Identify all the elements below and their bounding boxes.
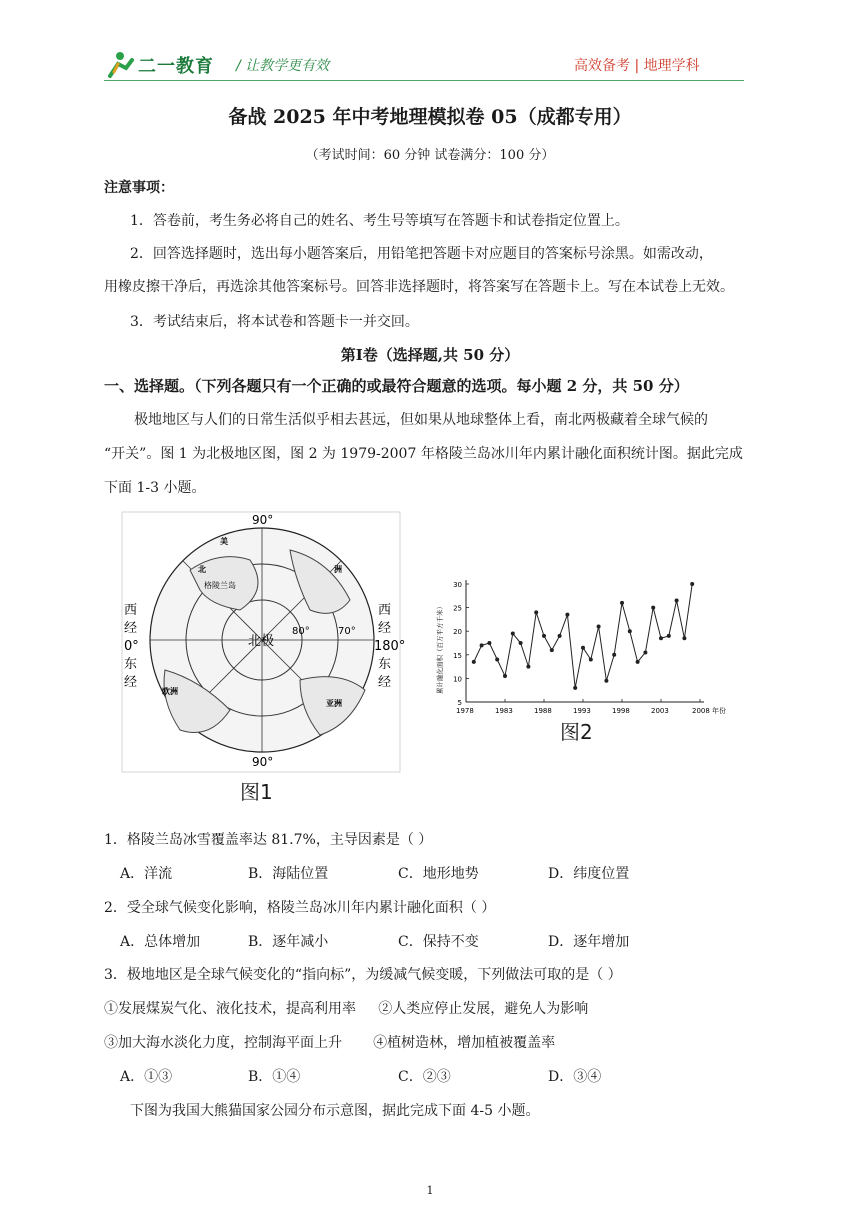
data-point [597, 624, 601, 628]
svg-text:西: 西 [378, 603, 392, 618]
data-point [643, 650, 647, 654]
svg-text:经: 经 [378, 675, 392, 690]
x-tick-label: 2008 年份 [692, 707, 727, 715]
x-tick-label: 1988 [534, 707, 552, 715]
q2-option-a: A．总体增加 [120, 934, 201, 950]
notice-item: 用橡皮擦干净后，再选涂其他答案标号。回答非选择题时，将答案写在答题卡上。写在本试卷上无效。 [104, 279, 734, 295]
europe-label: 欧洲 [162, 687, 178, 696]
x-tick-label: 1998 [612, 707, 630, 715]
q3-option-b: B．①④ [248, 1069, 301, 1085]
q2-option-d: D．逐年增加 [548, 934, 630, 950]
data-point [573, 686, 577, 690]
svg-text:0°: 0° [124, 639, 139, 654]
data-point [659, 636, 663, 640]
pole-label: 北极 [248, 634, 275, 649]
q3-option-c: C．②③ [398, 1069, 451, 1085]
na-label-b: 洲 [334, 565, 342, 574]
q1-option-a: A．洋流 [120, 866, 173, 882]
svg-text:西: 西 [124, 603, 138, 618]
y-tick-label: 5 [457, 699, 462, 707]
next-intro: 下图为我国大熊猫国家公园分布示意图，据此完成下面 4-5 小题。 [130, 1103, 540, 1119]
west-lon-label-right [374, 603, 405, 654]
y-tick-label: 20 [453, 628, 462, 637]
x-tick-label: 1983 [495, 707, 513, 715]
question-1-stem: 1．格陵兰岛冰雪覆盖率达 81.7%，主导因素是（ ） [104, 832, 433, 848]
intro-line: 极地地区与人们的日常生活似乎相去甚远，但如果从地球整体上看，南北两极藏着全球气候的 [134, 412, 708, 428]
question-3-stem: 3．极地地区是全球气候变化的“指向标”，为缓减气候变暖，下列做法可取的是（ ） [104, 967, 622, 983]
data-point [651, 606, 655, 610]
data-point [690, 582, 694, 586]
series-line [474, 584, 692, 688]
q2-option-c: C．保持不变 [398, 934, 479, 950]
asia-label: 亚洲 [326, 699, 342, 708]
arctic-map [120, 510, 406, 804]
q3-option-d: D．③④ [548, 1069, 602, 1085]
lat-70-label: 70° [338, 626, 356, 637]
data-point [519, 641, 523, 645]
intro-line: 下面 1-3 小题。 [104, 480, 206, 496]
data-point [628, 629, 632, 633]
data-point [565, 613, 569, 617]
data-point [472, 660, 476, 664]
y-tick-label: 25 [453, 604, 462, 613]
data-point [636, 660, 640, 664]
q3-option-a: A．①③ [120, 1069, 173, 1085]
data-point [487, 641, 491, 645]
figure2-caption: 图2 [560, 720, 593, 744]
greenland-label: 格陵兰岛 [204, 581, 236, 590]
page-title: 备战 2025 年中考地理模拟卷 05（成都专用） [228, 106, 632, 128]
lat-90-top: 90° [252, 513, 274, 527]
x-tick-label: 1993 [573, 707, 591, 715]
q2-option-b: B．逐年减小 [248, 934, 329, 950]
q3-statement-line: ①发展煤炭气化、液化技术，提高利用率 ②人类应停止发展，避免人为影响 [104, 1001, 589, 1017]
intro-line: “开关”。图 1 为北极地区图，图 2 为 1979-2007 年格陵兰岛冰川年内累计融化面积统计图。据此完成 [104, 446, 743, 462]
lat-80-label: 80° [292, 626, 310, 637]
data-point [495, 658, 499, 662]
y-tick-label: 10 [453, 675, 462, 684]
y-axis-label: 累计融化面积（百万平方千米） [436, 603, 444, 694]
notice-item: 2．回答选择题时，选出每小题答案后，用铅笔把答题卡对应题目的答案标号涂黑。如需改动， [130, 246, 713, 262]
logo-text: 二一教育 [138, 56, 214, 77]
section-title: 第Ⅰ卷（选择题,共 50 分） [340, 346, 520, 364]
data-point [620, 601, 624, 605]
svg-text:180°: 180° [374, 639, 406, 654]
notice-item: 1．答卷前，考生务必将自己的姓名、考生号等填写在答题卡和试卷指定位置上。 [130, 213, 629, 229]
svg-text:经: 经 [124, 621, 138, 636]
data-point [542, 634, 546, 638]
north-label: 北 [198, 565, 206, 574]
page-number: 1 [426, 1184, 434, 1197]
data-point [511, 632, 515, 636]
svg-text:经: 经 [124, 675, 138, 690]
q1-option-b: B．海陆位置 [248, 866, 329, 882]
q3-statement-line: ③加大海水淡化力度，控制海平面上升 ④植树造林，增加植被覆盖率 [104, 1035, 556, 1051]
data-point [480, 643, 484, 647]
data-point [558, 634, 562, 638]
data-point [675, 599, 679, 603]
header-subject: 高效备考 | 地理学科 [574, 58, 700, 74]
data-point [503, 674, 507, 678]
q1-option-d: D．纬度位置 [548, 866, 630, 882]
notice-heading: 注意事项： [104, 180, 174, 196]
y-tick-label: 30 [453, 581, 462, 589]
header-slogan: / 让教学更有效 [236, 58, 330, 74]
y-tick-label: 15 [453, 651, 462, 660]
data-point [612, 653, 616, 657]
q1-option-c: C．地形地势 [398, 866, 479, 882]
data-point [526, 665, 530, 669]
svg-text:东: 东 [124, 657, 138, 672]
x-tick-label: 2003 [651, 707, 669, 715]
figure1-caption: 图1 [240, 780, 273, 804]
notice-item: 3．考试结束后，将本试卷和答题卡一并交回。 [130, 314, 419, 330]
exam-info: （考试时间：60 分钟 试卷满分：100 分） [305, 148, 555, 163]
x-tick-label: 1978 [456, 707, 474, 715]
header-divider [104, 80, 744, 81]
lat-90-bottom: 90° [252, 755, 274, 769]
svg-text:东: 东 [378, 657, 392, 672]
data-point [604, 679, 608, 683]
data-point [667, 634, 671, 638]
part-title: 一、选择题。（下列各题只有一个正确的或最符合题意的选项。每小题 2 分，共 50 分） [104, 377, 689, 395]
west-lon-label-left [124, 603, 139, 654]
na-label-a: 美 [220, 537, 228, 546]
question-2-stem: 2．受全球气候变化影响，格陵兰岛冰川年内累计融化面积（ ） [104, 900, 496, 916]
data-point [534, 610, 538, 614]
svg-text:经: 经 [378, 621, 392, 636]
data-point [581, 646, 585, 650]
data-point [682, 636, 686, 640]
data-point [550, 648, 554, 652]
data-point [589, 658, 593, 662]
